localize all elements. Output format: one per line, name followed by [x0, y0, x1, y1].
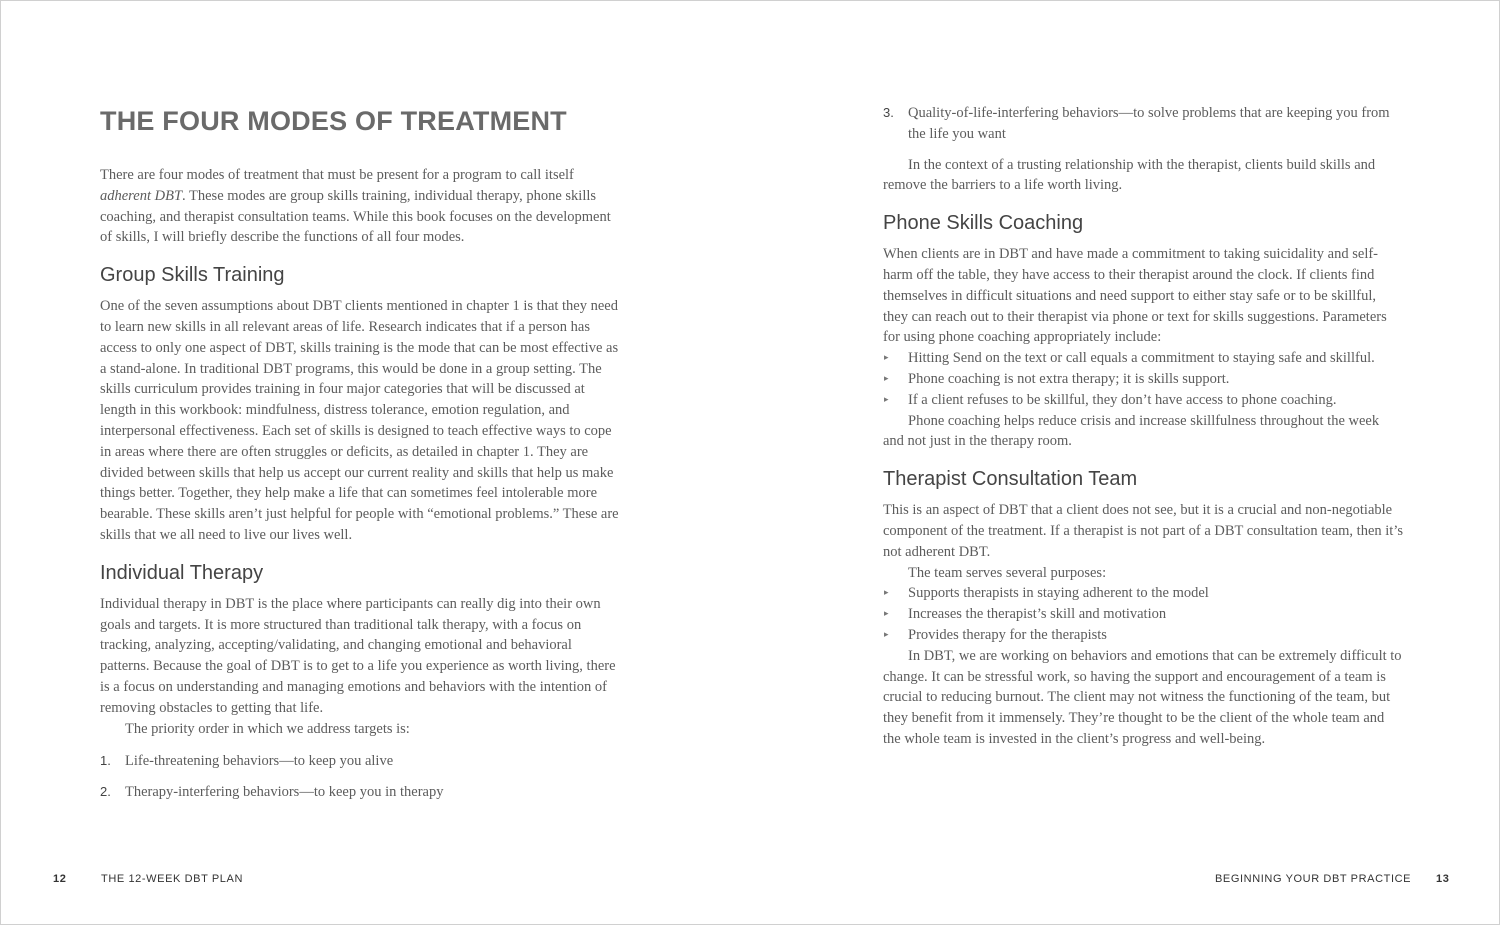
right-running-head: BEGINNING YOUR DBT PRACTICE	[1215, 873, 1412, 885]
bullet-text: If a client refuses to be skillful, they don’t have access to phone coaching.	[908, 391, 1337, 408]
triangle-bullet-icon: ▸	[884, 373, 889, 384]
triangle-bullet-icon: ▸	[884, 394, 889, 405]
list-item-text: Quality-of-life-interfering behaviors—to solve problems that are keeping you from the life you want	[908, 105, 1390, 142]
triangle-bullet-icon: ▸	[884, 609, 889, 620]
consultation-team-section	[883, 466, 1403, 750]
intro-paragraph	[100, 165, 620, 248]
list-number: 3.	[883, 105, 894, 120]
list-item-text: Therapy-interfering behaviors—to keep you in therapy	[125, 784, 444, 801]
triangle-bullet-icon: ▸	[884, 353, 889, 364]
list-item-text: Life-threatening behaviors—to keep you alive	[125, 753, 394, 770]
list-number: 2.	[100, 784, 111, 800]
individual-therapy-heading: Individual Therapy	[100, 561, 264, 584]
intro-text-end: . These modes are group skills training, individual therapy, phone skills coaching, and therapist consultation teams. While this book focuses on the development of skills, I will briefly describe the functions of all four modes.	[100, 187, 611, 246]
left-page-number: 12	[53, 873, 67, 885]
bullet-text: Phone coaching is not extra therapy; it is skills support.	[908, 370, 1230, 387]
triangle-bullet-icon: ▸	[884, 588, 889, 599]
purposes-bullets	[883, 583, 1403, 645]
list-number: 1.	[100, 753, 111, 769]
individual-therapy-body: Individual therapy in DBT is the place where participants can really dig into their own goals and targets. It is more structured than traditional talk therapy, with a focus on tracking, analyzing, accepting/validating, and changing emotional and behavioral patterns. Because the goal of DBT is to get to a life you experience as worth living, there is a focus on understanding and managing emotions and behaviors with the intention of removing obstacles to getting that life.	[100, 595, 616, 716]
list-item	[883, 604, 1403, 625]
list-item	[883, 348, 1403, 369]
intro-italic-term: adherent DBT	[100, 187, 183, 204]
right-column	[883, 103, 1403, 764]
bullet-text: Increases the therapist’s skill and motivation	[908, 606, 1167, 623]
list-item	[883, 103, 1403, 145]
right-page	[750, 1, 1499, 924]
chapter-section-title: THE FOUR MODES OF TREATMENT	[100, 106, 567, 136]
list-item	[100, 782, 620, 803]
bullet-text: Hitting Send on the text or call equals a commitment to staying safe and skillful.	[908, 350, 1375, 367]
priority-intro: The priority order in which we address targets is:	[125, 720, 410, 737]
phone-coaching-closing: Phone coaching helps reduce crisis and increase skillfulness throughout the week and not just in the therapy room.	[883, 412, 1380, 450]
list-item	[883, 369, 1403, 390]
phone-coaching-body: When clients are in DBT and have made a commitment to taking suicidality and self-harm off the table, they have access to their therapist around the clock. If clients find themselves in difficult situations and need support to either stay safe or to be skillful, they can reach out to their therapist via phone or text for skills suggestions. Parameters for using phone coaching appropriately include:	[883, 246, 1387, 346]
phone-coaching-section	[883, 210, 1403, 452]
list-item	[883, 625, 1403, 646]
group-skills-heading: Group Skills Training	[100, 264, 285, 287]
consultation-team-body: This is an aspect of DBT that a client does not see, but it is a crucial and non-negotiable component of the treatment. If a therapist is not part of a DBT consultation team, then it’s not adherent DBT.	[883, 502, 1403, 560]
priority-list	[100, 751, 620, 803]
bullet-text: Supports therapists in staying adherent to the model	[908, 585, 1209, 602]
triangle-bullet-icon: ▸	[884, 629, 889, 640]
phone-coaching-bullets	[883, 348, 1403, 410]
phone-coaching-heading: Phone Skills Coaching	[883, 212, 1084, 235]
intro-text-start: There are four modes of treatment that must be present for a program to call itself	[100, 167, 574, 183]
left-column	[100, 101, 620, 817]
individual-therapy-section	[100, 560, 620, 803]
list-item	[883, 390, 1403, 411]
list-item	[883, 583, 1403, 604]
purposes-intro: The team serves several purposes:	[908, 564, 1107, 581]
trusting-paragraph: In the context of a trusting relationship with the therapist, clients build skills and remove the barriers to a life worth living.	[883, 156, 1376, 194]
group-skills-body: One of the seven assumptions about DBT clients mentioned in chapter 1 is that they need to learn new skills in all relevant areas of life. Research indicates that if a person has access to only one aspect of DBT, skills training is the mode that can be most effective as a stand-alone. In traditional DBT programs, this would be done in a group setting. The skills curriculum provides training in four major categories that will be discussed at length in this workbook: mindfulness, distress tolerance, emotion regulation, and interpersonal effectiveness. Each set of skills is designed to teach effective ways to cope in areas where there are often struggles or deficits, as detailed in chapter 1. They are divided between skills that help us accept our current reality and skills that help us make things better. Together, they help make a life that can sometimes feel intolerable more bearable. These skills aren’t just helpful for people with “emotional problems.” These are skills that we all need to live our lives well.	[100, 298, 619, 543]
group-skills-section	[100, 262, 620, 546]
priority-list-continued	[883, 103, 1403, 145]
intro-paragraph-block	[100, 165, 620, 248]
consultation-team-heading: Therapist Consultation Team	[883, 468, 1138, 491]
bullet-text: Provides therapy for the therapists	[908, 626, 1107, 643]
consultation-team-closing: In DBT, we are working on behaviors and emotions that can be extremely difficult to change. It can be stressful work, so having the support and encouragement of a team is crucial to reducing burnout. The client may not witness the functioning of the team, but they benefit from it immensely. They’re thought to be the client of the whole team and the whole team is invested in the client’s progress and well-being.	[883, 647, 1402, 747]
left-running-head: THE 12-WEEK DBT PLAN	[101, 873, 243, 885]
list-item	[100, 751, 620, 772]
right-page-number: 13	[1436, 873, 1450, 885]
left-page	[1, 1, 750, 924]
